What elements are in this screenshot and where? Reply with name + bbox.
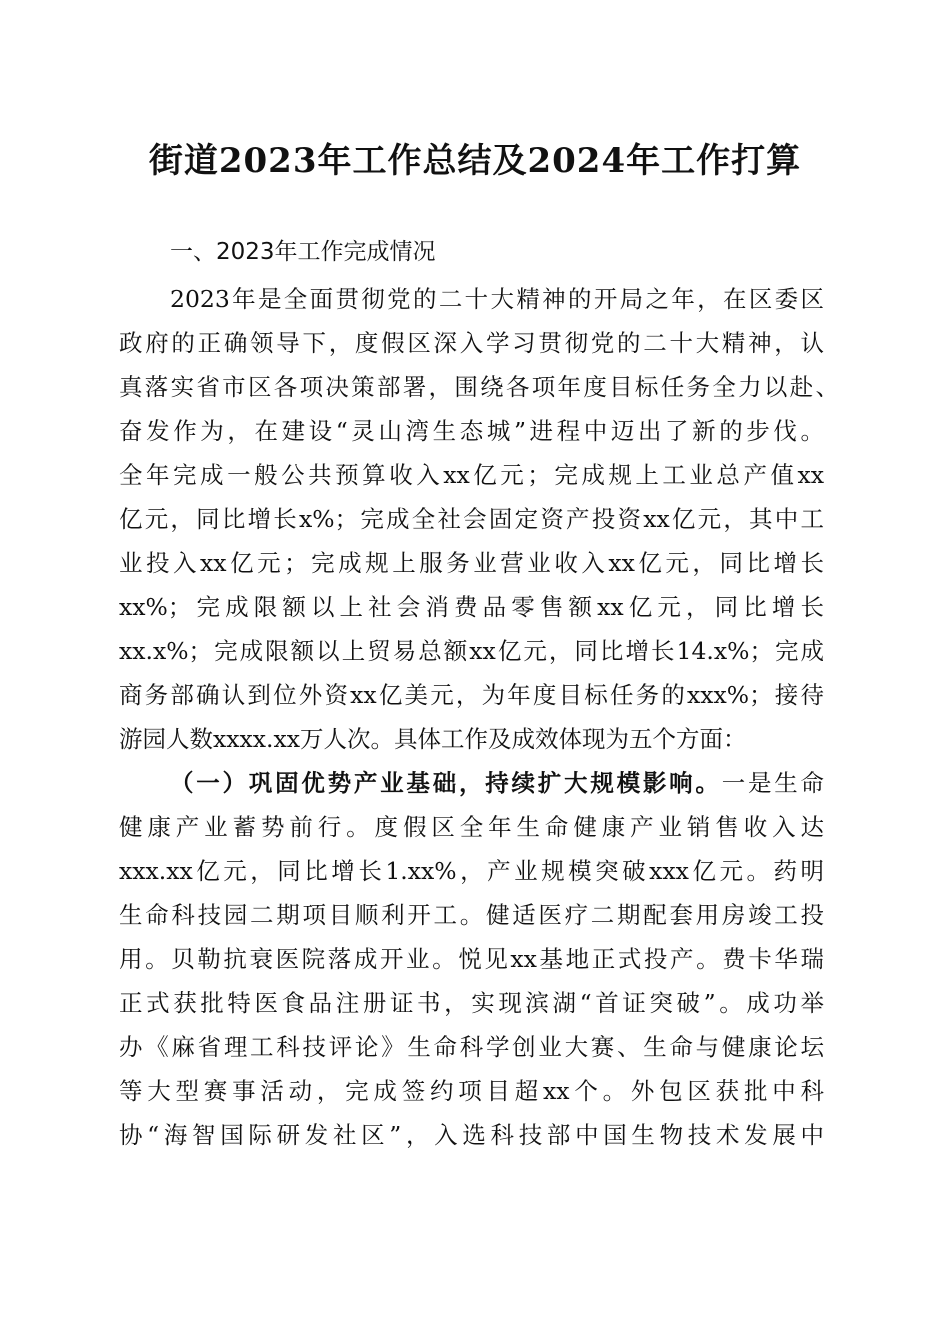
section-heading: 一、2023年工作完成情况 [170, 239, 436, 265]
paragraph-line: xx.x%；完成限额以上贸易总额xx亿元，同比增长14.x%；完成 [119, 637, 824, 665]
paragraph-line: 游园人数xxxx.xx万人次。具体工作及成效体现为五个方面： [119, 725, 747, 753]
paragraph-line: 亿元，同比增长x%；完成全社会固定资产投资xx亿元，其中工 [119, 505, 824, 533]
subsection-text: 一是生命 [721, 769, 824, 797]
paragraph-line: 奋发作为，在建设“灵山湾生态城”进程中迈出了新的步伐。 [119, 417, 824, 445]
paragraph-line: 业投入xx亿元；完成规上服务业营业收入xx亿元，同比增长 [119, 549, 824, 577]
paragraph-line: 全年完成一般公共预算收入xx亿元；完成规上工业总产值xx [119, 461, 824, 489]
paragraph-line: 健康产业蓄势前行。度假区全年生命健康产业销售收入达 [119, 813, 824, 841]
paragraph-line: 协“海智国际研发社区”，入选科技部中国生物技术发展中 [119, 1121, 824, 1149]
paragraph-line: 真落实省市区各项决策部署，围绕各项年度目标任务全力以赴、 [119, 373, 839, 401]
subsection-line [170, 763, 824, 803]
paragraph-line: 商务部确认到位外资xx亿美元，为年度目标任务的xxx%；接待 [119, 681, 824, 709]
paragraph-line: 办《麻省理工科技评论》生命科学创业大赛、生命与健康论坛 [119, 1033, 824, 1061]
paragraph-line: 政府的正确领导下，度假区深入学习贯彻党的二十大精神，认 [119, 329, 824, 357]
document-title: 街道2023年工作总结及2024年工作打算 [148, 141, 802, 181]
paragraph-line: xx%；完成限额以上社会消费品零售额xx亿元，同比增长 [119, 593, 824, 621]
paragraph-line: 用。贝勒抗衰医院落成开业。悦见xx基地正式投产。费卡华瑞 [119, 945, 824, 973]
paragraph-line: xxx.xx亿元，同比增长1.xx%，产业规模突破xxx亿元。药明 [119, 857, 824, 885]
paragraph-line: 2023年是全面贯彻党的二十大精神的开局之年，在区委区 [170, 285, 824, 313]
paragraph-line: 等大型赛事活动，完成签约项目超xx个。外包区获批中科 [119, 1077, 824, 1105]
paragraph-line: 生命科技园二期项目顺利开工。健适医疗二期配套用房竣工投 [119, 901, 824, 929]
paragraph-line: 正式获批特医食品注册证书，实现滨湖“首证突破”。成功举 [119, 989, 824, 1017]
subsection-heading: （一）巩固优势产业基础，持续扩大规模影响。 [170, 769, 722, 797]
